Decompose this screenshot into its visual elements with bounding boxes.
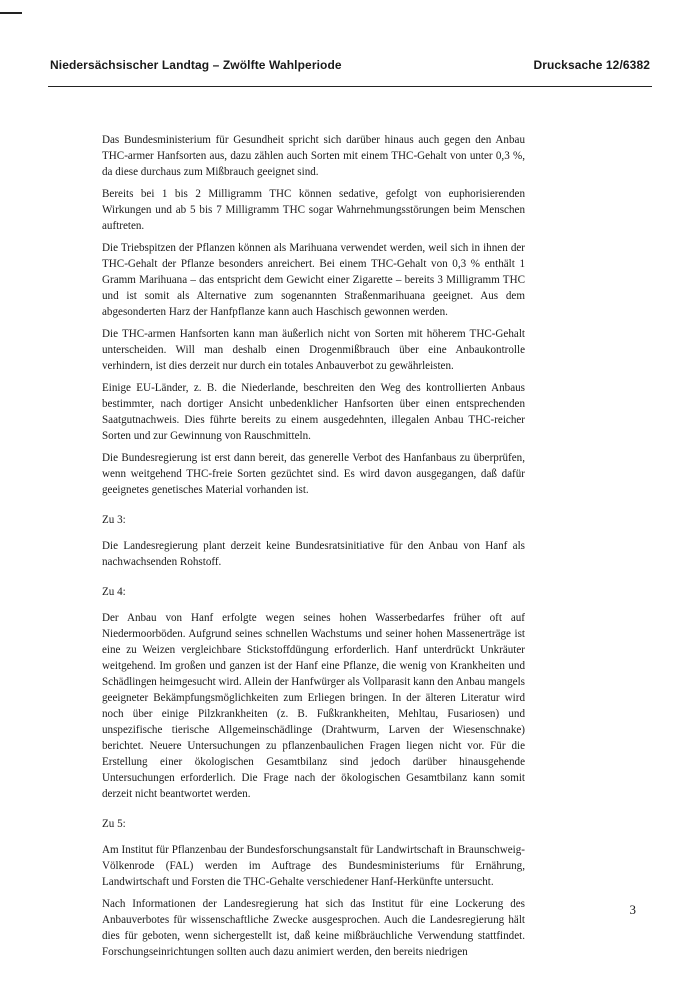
paragraph: Einige EU-Länder, z. B. die Niederlande, beschreiten den Weg des kontrollierten Anbaus bestimmter, nach dortiger Ansicht unbedenklicher Hanfsorten über einen entsprechenden Saatgutnachweis. Dies führte bereits zu einem ausgedehnten, illegalen Anbau THC-reicher Sorten und zur Gewinnung von Rauschmitteln.: [102, 382, 525, 442]
document-body: [102, 132, 525, 966]
scan-mark: [0, 12, 22, 14]
paragraph: Die Triebspitzen der Pflanzen können als Marihuana verwendet werden, weil sich in ihnen der THC-Gehalt der Pflanze besonders anreichert. Bei einem THC-Gehalt von 0,3 % enthält 1 Gramm Marihuana – das entspricht dem Gewicht einer Zigarette – bereits 3 Milligramm THC und ist somit als Alternative zum sogenannten Straßenmarihuana geeignet. Aus dem abgesonderten Harz der Hanfpflanze kann auch Haschisch gewonnen werden.: [102, 242, 525, 318]
paragraph: Die Bundesregierung ist erst dann bereit, das generelle Verbot des Hanfanbaus zu überprüfen, wenn weitgehend THC-freie Sorten gezüchtet sind. Es wird davon ausgegangen, daß dafür geeignetes genetisches Material vorhanden ist.: [102, 452, 525, 496]
paragraph: Die THC-armen Hanfsorten kann man äußerlich nicht von Sorten mit höherem THC-Gehalt unterscheiden. Will man deshalb einen Drogenmißbrauch über eine Anbaukontrolle verhindern, ist dies derzeit nur durch ein totales Anbauverbot zu gewährleisten.: [102, 328, 525, 372]
section-5-paragraph: Am Institut für Pflanzenbau der Bundesforschungsanstalt für Landwirtschaft in Braunschweig-Völkenrode (FAL) werden im Auftrage des Bundesministeriums für Ernährung, Landwirtschaft und Forsten die THC-Gehalte verschiedener Hanf-Herkünfte untersucht.: [102, 844, 525, 888]
paragraph: Das Bundesministerium für Gesundheit spricht sich darüber hinaus auch gegen den Anbau THC-armer Hanfsorten aus, dazu zählen auch Sorten mit einem THC-Gehalt von unter 0,3 %, da diese durchaus zum Mißbrauch geeignet sind.: [102, 134, 525, 178]
page-header: [50, 58, 650, 72]
section-4-text: Der Anbau von Hanf erfolgte wegen seines hohen Wasserbedarfes früher oft auf Niedermoorböden. Aufgrund seines schnellen Wachstums und seiner hohen Massenerträge ist eine zu Weizen vergleichbare Stickstoffdüngung erforderlich. Hanf unterdrückt Unkräuter weitgehend. Im großen und ganzen ist der Hanf eine Pflanze, die wenig von Krankheiten und Schädlingen heimgesucht wird. Allein der Hanfwürger als Vollparasit kann den Anbau mangels geeigneter Bekämpfungsmöglichkeiten zum Erliegen bringen. In der älteren Literatur wird noch über einige Pilzkrankheiten (z. B. Fußkrankheiten, Mehltau, Fusariosen) und unspezifische tierische Allgemeinschädlinge (Drahtwurm, Larven der Wiesenschnake) berichtet. Neuere Untersuchungen zu pflanzenbaulichen Fragen liegen nicht vor. Für die Erstellung einer ökologischen Gesamtbilanz sind jedoch darüber hinausgehende Untersuchungen erforderlich. Die Frage nach der ökologischen Gesamtbilanz kann somit derzeit nicht beantwortet werden.: [102, 612, 525, 800]
section-heading-3: Zu 3:: [102, 514, 126, 526]
header-divider: [48, 86, 652, 87]
section-5-paragraph: Nach Informationen der Landesregierung hat sich das Institut für eine Lockerung des Anbauverbotes für wissenschaftliche Zwecke ausgesprochen. Auch die Landesregierung hält dies für geboten, wenn sichergestellt ist, daß keine mißbräuchliche Verwendung stattfindet. Forschungseinrichtungen sollten auch dazu animiert werden, den bereits niedrigen: [102, 898, 525, 958]
header-left-title: Niedersächsischer Landtag – Zwölfte Wahlperiode: [50, 58, 342, 72]
paragraph: Bereits bei 1 bis 2 Milligramm THC können sedative, gefolgt von euphorisierenden Wirkungen und ab 5 bis 7 Milligramm THC sogar Wahrnehmungsstörungen beim Menschen auftreten.: [102, 188, 525, 232]
section-heading-4: Zu 4:: [102, 586, 126, 598]
header-document-number: Drucksache 12/6382: [533, 58, 650, 72]
section-3-text: Die Landesregierung plant derzeit keine Bundesratsinitiative für den Anbau von Hanf als nachwachsenden Rohstoff.: [102, 540, 525, 568]
section-heading-5: Zu 5:: [102, 818, 126, 830]
page-number: 3: [629, 902, 636, 917]
